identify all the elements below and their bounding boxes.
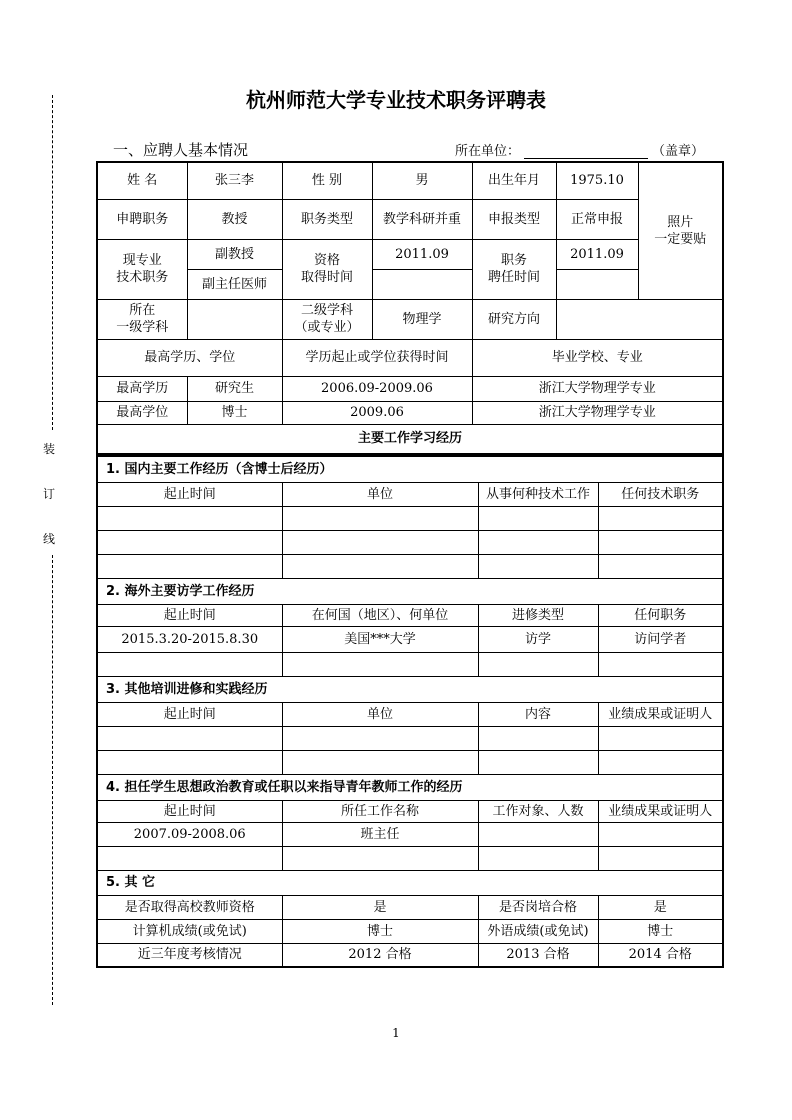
position-type-label: 职务类型 xyxy=(282,199,372,239)
table-cell[interactable] xyxy=(97,726,282,750)
other-row xyxy=(97,943,723,967)
discipline1-value[interactable] xyxy=(187,299,282,339)
basic-row-5 xyxy=(97,299,723,339)
table-row xyxy=(97,652,723,676)
hire-time-label xyxy=(472,239,556,299)
basic-row-2 xyxy=(97,199,723,239)
table-cell[interactable]: 访问学者 xyxy=(598,626,723,652)
education-time[interactable]: 2006.09-2009.06 xyxy=(282,376,472,401)
qualification-time-value[interactable]: 2011.09 xyxy=(372,239,472,269)
binding-char: 订 xyxy=(43,487,56,501)
apply-position-value[interactable]: 教授 xyxy=(187,199,282,239)
table-row xyxy=(97,846,723,870)
binding-char: 装 xyxy=(43,442,56,456)
computer-score-value[interactable]: 博士 xyxy=(282,919,478,943)
table-cell[interactable]: 访学 xyxy=(478,626,598,652)
exp4-header: 所任工作名称 xyxy=(282,800,478,822)
table-cell[interactable] xyxy=(282,506,478,530)
table-cell[interactable] xyxy=(478,652,598,676)
education-header-row xyxy=(97,339,723,376)
table-cell[interactable] xyxy=(97,506,282,530)
table-cell[interactable] xyxy=(598,652,723,676)
unit-input-line[interactable] xyxy=(524,145,648,159)
exp4-header: 工作对象、人数 xyxy=(478,800,598,822)
other-row xyxy=(97,919,723,943)
evaluation-label: 近三年度考核情况 xyxy=(97,943,282,967)
hire-time-value[interactable]: 2011.09 xyxy=(556,239,638,269)
qualification-time-extra[interactable] xyxy=(372,269,472,299)
exp1-title: 1. 国内主要工作经历（含博士后经历） xyxy=(97,456,723,482)
table-row xyxy=(97,530,723,554)
page-number: 1 xyxy=(392,1026,400,1040)
education-value[interactable]: 研究生 xyxy=(187,376,282,401)
current-title-label-line1: 现专业 xyxy=(122,253,162,268)
evaluation-2014[interactable]: 2014 合格 xyxy=(598,943,723,967)
unit-field xyxy=(455,140,704,159)
basic-row-1 xyxy=(97,162,723,199)
current-title-label-line2: 技术职务 xyxy=(116,270,169,285)
current-title-value-1[interactable]: 副教授 xyxy=(187,239,282,269)
current-title-value-2[interactable]: 副主任医师 xyxy=(187,269,282,299)
exp3-header: 起止时间 xyxy=(97,702,282,726)
other-row xyxy=(97,895,723,919)
research-direction-label: 研究方向 xyxy=(472,299,556,339)
exp1-header-row xyxy=(97,482,723,506)
gender-label: 性 别 xyxy=(282,162,372,199)
exp2-header-row xyxy=(97,604,723,626)
table-cell[interactable] xyxy=(478,506,598,530)
table-cell[interactable] xyxy=(97,530,282,554)
qualification-label-line1: 资格 xyxy=(313,253,340,268)
training-value[interactable]: 是 xyxy=(598,895,723,919)
table-cell[interactable] xyxy=(478,726,598,750)
name-label: 姓 名 xyxy=(97,162,187,199)
binding-line xyxy=(43,95,56,1005)
document-title: 杭州师范大学专业技术职务评聘表 xyxy=(246,88,546,112)
education-label: 最高学历 xyxy=(97,376,187,401)
exp2-header: 在何国（地区）、何单位 xyxy=(282,604,478,626)
teacher-cert-label: 是否取得高校教师资格 xyxy=(97,895,282,919)
foreign-language-label: 外语成绩(或免试) xyxy=(478,919,598,943)
current-title-label xyxy=(97,239,187,299)
evaluation-2012[interactable]: 2012 合格 xyxy=(282,943,478,967)
exp3-header: 内容 xyxy=(478,702,598,726)
education-time-header: 学历起止或学位获得时间 xyxy=(282,339,472,376)
discipline2-label xyxy=(282,299,372,339)
binding-char: 线 xyxy=(43,532,56,546)
exp1-header: 任何技术职务 xyxy=(598,482,723,506)
table-cell[interactable] xyxy=(598,726,723,750)
other-title: 5. 其 它 xyxy=(97,870,723,895)
foreign-language-value[interactable]: 博士 xyxy=(598,919,723,943)
table-cell[interactable]: 美国***大学 xyxy=(282,626,478,652)
qualification-label-line2: 取得时间 xyxy=(300,270,353,285)
table-cell[interactable] xyxy=(97,846,282,870)
education-value[interactable]: 博士 xyxy=(187,401,282,424)
photo-box[interactable] xyxy=(638,162,723,299)
table-cell[interactable] xyxy=(282,846,478,870)
position-type-value[interactable]: 教学科研并重 xyxy=(372,199,472,239)
education-time[interactable]: 2009.06 xyxy=(282,401,472,424)
table-cell[interactable] xyxy=(598,530,723,554)
exp4-title: 4. 担任学生思想政治教育或任职以来指导青年教师工作的经历 xyxy=(97,774,723,800)
table-cell[interactable]: 2015.3.20-2015.8.30 xyxy=(97,626,282,652)
evaluation-2013[interactable]: 2013 合格 xyxy=(478,943,598,967)
exp2-title: 2. 海外主要访学工作经历 xyxy=(97,578,723,604)
education-row xyxy=(97,401,723,424)
exp2-header: 起止时间 xyxy=(97,604,282,626)
section-heading: 一、应聘人基本情况 xyxy=(113,141,249,159)
training-label: 是否岗培合格 xyxy=(478,895,598,919)
birth-label: 出生年月 xyxy=(472,162,556,199)
exp1-header: 起止时间 xyxy=(97,482,282,506)
main-experience-row xyxy=(97,424,723,454)
table-row xyxy=(97,626,723,652)
table-cell[interactable] xyxy=(598,822,723,846)
exp4-header: 起止时间 xyxy=(97,800,282,822)
apply-type-value[interactable]: 正常申报 xyxy=(556,199,638,239)
table-row xyxy=(97,750,723,774)
birth-value[interactable]: 1975.10 xyxy=(556,162,638,199)
table-cell[interactable]: 2007.09-2008.06 xyxy=(97,822,282,846)
exp3-header-row xyxy=(97,702,723,726)
table-cell[interactable] xyxy=(478,750,598,774)
gender-value[interactable]: 男 xyxy=(372,162,472,199)
discipline2-value[interactable]: 物理学 xyxy=(372,299,472,339)
table-cell[interactable] xyxy=(478,530,598,554)
apply-type-label: 申报类型 xyxy=(472,199,556,239)
education-label: 最高学位 xyxy=(97,401,187,424)
exp3-title: 3. 其他培训进修和实践经历 xyxy=(97,676,723,702)
exp2-header: 进修类型 xyxy=(478,604,598,626)
exp4-header-row xyxy=(97,800,723,822)
basic-row-4 xyxy=(97,269,723,299)
hire-time-extra[interactable] xyxy=(556,269,638,299)
main-experience-title: 主要工作学习经历 xyxy=(97,424,723,454)
exp1-header: 从事何种技术工作 xyxy=(478,482,598,506)
binding-dash-top xyxy=(52,95,53,430)
discipline1-label xyxy=(97,299,187,339)
table-cell[interactable] xyxy=(478,846,598,870)
computer-score-label: 计算机成绩(或免试) xyxy=(97,919,282,943)
discipline1-label-line2: 一级学科 xyxy=(116,320,169,335)
table-cell[interactable] xyxy=(97,652,282,676)
table-cell[interactable] xyxy=(478,554,598,578)
exp3-header: 单位 xyxy=(282,702,478,726)
education-degree-header: 最高学历、学位 xyxy=(97,339,282,376)
table-cell[interactable] xyxy=(598,506,723,530)
table-cell[interactable] xyxy=(97,750,282,774)
table-row xyxy=(97,506,723,530)
education-school[interactable]: 浙江大学物理学专业 xyxy=(472,401,723,424)
education-school-header: 毕业学校、专业 xyxy=(472,339,723,376)
discipline2-label-line2: （或专业） xyxy=(294,320,360,335)
teacher-cert-value[interactable]: 是 xyxy=(282,895,478,919)
name-value[interactable]: 张三李 xyxy=(187,162,282,199)
table-row xyxy=(97,554,723,578)
table-cell[interactable] xyxy=(598,750,723,774)
table-cell[interactable] xyxy=(282,750,478,774)
application-form-table xyxy=(96,161,724,455)
education-row xyxy=(97,376,723,401)
exp2-header: 任何职务 xyxy=(598,604,723,626)
basic-row-3 xyxy=(97,239,723,269)
qualification-time-label xyxy=(282,239,372,299)
table-cell[interactable] xyxy=(282,530,478,554)
table-cell[interactable] xyxy=(282,554,478,578)
hire-label-line2: 聘任时间 xyxy=(487,270,540,285)
table-cell[interactable]: 班主任 xyxy=(282,822,478,846)
discipline1-label-line1: 所在 xyxy=(129,303,156,318)
table-cell[interactable] xyxy=(282,726,478,750)
table-row xyxy=(97,822,723,846)
exp3-header: 业绩成果或证明人 xyxy=(598,702,723,726)
photo-note: 一定要贴 xyxy=(654,231,707,247)
table-row xyxy=(97,726,723,750)
table-cell[interactable] xyxy=(97,554,282,578)
research-direction-value[interactable] xyxy=(556,299,723,339)
experience-table xyxy=(96,455,724,968)
unit-label: 所在单位： xyxy=(455,144,521,159)
discipline2-label-line1: 二级学科 xyxy=(300,303,353,318)
seal-label: （盖章） xyxy=(652,144,705,159)
table-cell[interactable] xyxy=(598,554,723,578)
table-cell[interactable] xyxy=(598,846,723,870)
table-cell[interactable] xyxy=(478,822,598,846)
hire-label-line1: 职务 xyxy=(500,253,527,268)
photo-label: 照片 xyxy=(667,214,694,230)
education-school[interactable]: 浙江大学物理学专业 xyxy=(472,376,723,401)
table-cell[interactable] xyxy=(282,652,478,676)
exp4-header: 业绩成果或证明人 xyxy=(598,800,723,822)
apply-position-label: 申聘职务 xyxy=(97,199,187,239)
binding-dash-bottom xyxy=(52,555,53,1005)
exp1-header: 单位 xyxy=(282,482,478,506)
